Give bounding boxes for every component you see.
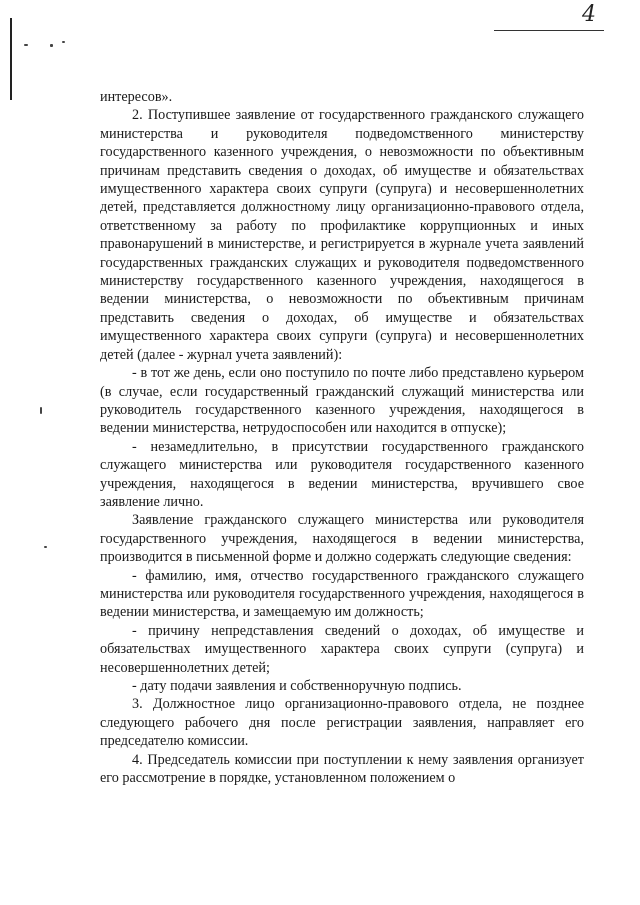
scan-margin-line (10, 18, 12, 100)
scan-speck (62, 41, 65, 43)
scan-speck (40, 407, 42, 414)
scan-speck (50, 44, 53, 47)
scan-speck (24, 44, 28, 46)
list-item-reason: - причину непредставления сведений о доходах, об имуществе и обязательствах имущественного характера своих супруги (супруга) и несовершеннолетних детей; (100, 622, 584, 676)
list-item-date-signature: - дату подачи заявления и собственноручную подпись. (132, 678, 462, 694)
list-item-immediately: - незамедлительно, в присутствии государственного гражданского служащего министерства или руководителя государственного казенного учреждения, находящегося в ведении министерства, вручившего свое заявление лично. (100, 438, 584, 510)
list-item-full-name: - фамилию, имя, отчество государственного гражданского служащего министерства или руководителя государственного учреждения, находящегося в ведении министерства, и замещаемую им должность; (100, 567, 584, 621)
paragraph-clause-2: 2. Поступившее заявление от государственного гражданского служащего министерства и руководителя подведомственного министерству государственного казенного учреждения, о невозможности по объективным причинам представить сведения о доходах, об имуществе и обязательствах имущественного характера своих супруги (супруга) и несовершеннолетних детей, представляется должностному лицу организационно-правового отдела, ответственному за работу по профилактике коррупционных и иных правонарушений в министерстве, и регистрируется в журнале учета заявлений государственных гражданских служащих и руководителя подведомственного министерству государственного казенного учреждения, находящегося в ведении министерства, о невозможности по объективным причинам представить сведения о доходах, об имуществе и обязательствах имущественного характера своих супруги (супруга) и несовершеннолетних детей (далее - журнал учета заявлений): (100, 107, 584, 363)
list-item-same-day: - в тот же день, если оно поступило по почте либо представлено курьером (в случае, если государственный гражданский служащий министерства или руководитель государственного казенного учреждения, находящегося в ведении министерства, нетрудоспособен или находится в отпуске); (100, 365, 584, 437)
body-text (100, 88, 584, 787)
paragraph-clause-3: 3. Должностное лицо организационно-правового отдела, не позднее следующего рабочего дня после регистрации заявления, направляет его председателю комиссии. (100, 696, 584, 750)
scan-speck (44, 546, 47, 548)
paragraph-clause-4: 4. Председатель комиссии при поступлении к нему заявления организует его рассмотрение в порядке, установленном положением о (100, 751, 584, 787)
paragraph-application-form: Заявление гражданского служащего министерства или руководителя государственного учреждения, находящегося в ведении министерства, производится в письменной форме и должно содержать следующие сведения: (100, 512, 584, 566)
header-rule (494, 30, 604, 31)
page-number: 4 (582, 2, 596, 27)
paragraph-continuation: интересов». (100, 89, 173, 105)
